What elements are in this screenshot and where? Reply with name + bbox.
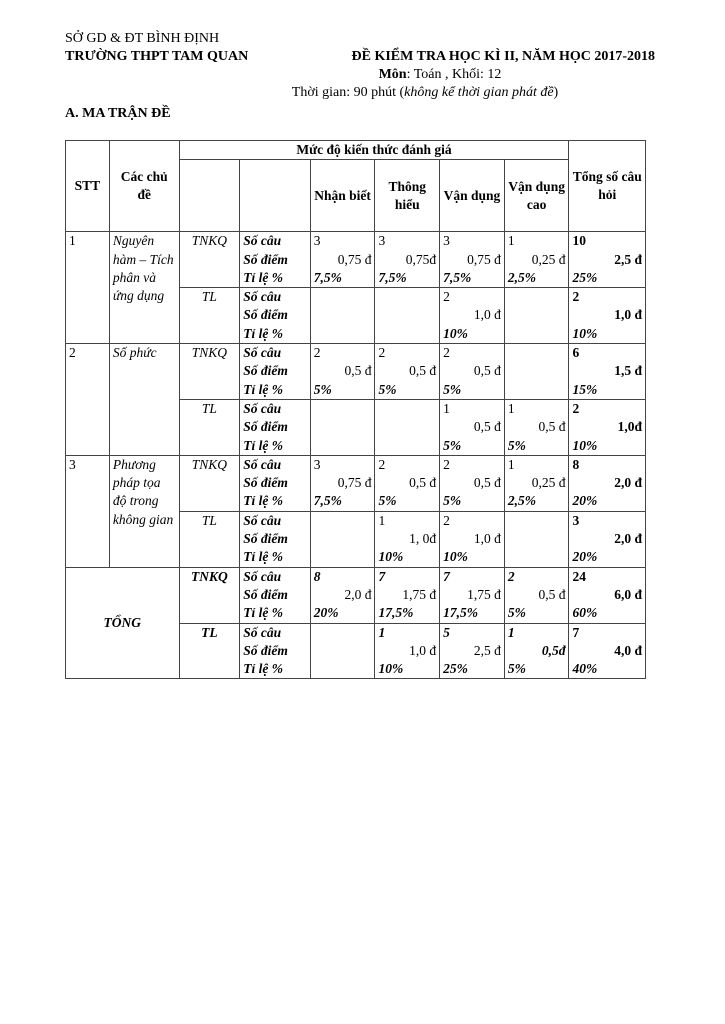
ratio-total: 40% — [572, 661, 598, 677]
label-text: Số điểm — [243, 475, 288, 491]
header-total: Tổng số câu hỏi — [569, 141, 646, 232]
type-cell: TL — [179, 511, 240, 567]
label-text: Tỉ lệ % — [243, 493, 284, 509]
level-cell — [310, 288, 375, 344]
level-cell — [440, 232, 505, 288]
count-total: 8 — [572, 456, 580, 472]
score-value: 1,0 đ — [409, 642, 437, 658]
ratio-total: 10% — [572, 437, 598, 453]
score-value: 0,75 đ — [467, 251, 501, 267]
score-value: 0,5 đ — [409, 475, 437, 491]
ratio-value: 17,5% — [443, 605, 479, 621]
score-value — [378, 306, 436, 324]
label-text: Số điểm — [243, 531, 288, 547]
ratio-value — [314, 660, 372, 678]
ratio-value — [314, 325, 372, 343]
document-header — [65, 30, 655, 102]
score-value — [378, 418, 436, 436]
level-cell — [310, 399, 375, 455]
department-name: SỞ GD & ĐT BÌNH ĐỊNH — [65, 31, 220, 46]
level-cell — [310, 623, 375, 679]
level-cell — [375, 511, 440, 567]
labels-cell — [240, 288, 310, 344]
ratio-value — [314, 548, 372, 566]
type-cell: TNKQ — [179, 455, 240, 511]
ratio-value: 7,5% — [313, 269, 342, 285]
table-row — [66, 344, 646, 400]
level-cell — [310, 567, 375, 623]
level-cell — [440, 511, 505, 567]
count-value: 8 — [313, 568, 321, 584]
count-value: 3 — [378, 233, 386, 249]
time-line: Thời gian: 90 phút (không kể thời gian phát đề) — [291, 85, 559, 100]
level-cell — [440, 567, 505, 623]
score-value: 0,75đ — [405, 251, 437, 267]
score-value: 1, 0đ — [409, 531, 437, 547]
level-cell — [310, 344, 375, 400]
labels-cell — [240, 232, 310, 288]
ratio-value: 10% — [378, 661, 404, 677]
ratio-total: 20% — [572, 493, 598, 509]
label-text: Tỉ lệ % — [243, 269, 284, 285]
count-value: 2 — [378, 345, 386, 361]
ratio-value: 10% — [443, 325, 468, 341]
label-text: Số điểm — [243, 307, 288, 323]
score-value — [314, 306, 372, 324]
label-text: Số câu — [243, 289, 282, 305]
count-total: 3 — [572, 512, 580, 528]
score-total: 1,0đ — [617, 419, 642, 435]
count-value — [378, 400, 436, 418]
exam-matrix-table — [65, 140, 646, 679]
count-value — [314, 624, 372, 642]
ratio-value: 5% — [507, 605, 526, 621]
count-value: 3 — [313, 456, 321, 472]
header-level-3: Vận dụng — [440, 160, 505, 232]
count-value: 2 — [443, 345, 450, 361]
total-cell — [569, 511, 646, 567]
count-total: 7 — [572, 624, 580, 640]
count-value: 3 — [313, 233, 321, 249]
type-cell: TNKQ — [179, 567, 240, 623]
stt-cell: 1 — [66, 232, 110, 344]
count-value: 2 — [507, 568, 515, 584]
topic-cell: Số phức — [109, 344, 179, 456]
ratio-value: 5% — [378, 493, 397, 509]
score-value — [314, 642, 372, 660]
count-value: 1 — [378, 624, 386, 640]
count-value: 3 — [443, 233, 450, 249]
labels-cell — [240, 623, 310, 679]
type-cell: TL — [179, 288, 240, 344]
label-text: Tỉ lệ % — [243, 661, 284, 677]
ratio-value — [508, 381, 566, 399]
type-cell: TNKQ — [179, 344, 240, 400]
header-level-2: Thông hiểu — [375, 160, 440, 232]
count-value — [508, 288, 566, 306]
score-value: 0,5 đ — [473, 475, 501, 491]
score-value — [508, 530, 566, 548]
ratio-value — [378, 325, 436, 343]
topic-cell: Nguyên hàm – Tích phân và ứng dụng — [109, 232, 179, 344]
score-total: 1,5 đ — [614, 363, 642, 379]
label-text: Số câu — [243, 624, 282, 640]
school-name: TRƯỜNG THPT TAM QUAN — [65, 49, 249, 64]
level-cell — [504, 511, 569, 567]
table-row — [66, 567, 646, 623]
score-value: 0,5 đ — [538, 419, 566, 435]
label-text: Tỉ lệ % — [243, 605, 284, 621]
score-total: 2,0 đ — [614, 475, 642, 491]
total-cell — [569, 232, 646, 288]
header-topic: Các chủ đề — [109, 141, 179, 232]
score-value — [314, 530, 372, 548]
ratio-value: 17,5% — [378, 605, 414, 621]
score-value: 0,5 đ — [473, 419, 501, 435]
total-cell — [569, 399, 646, 455]
type-cell: TL — [179, 399, 240, 455]
level-cell — [440, 455, 505, 511]
count-value: 2 — [313, 345, 321, 361]
count-value: 2 — [443, 456, 450, 472]
count-value — [314, 512, 372, 530]
ratio-value: 7,5% — [378, 269, 407, 285]
score-total: 4,0 đ — [614, 642, 642, 658]
labels-cell — [240, 344, 310, 400]
label-text: Số điểm — [243, 251, 288, 267]
score-value: 0,5 đ — [538, 586, 566, 602]
score-value: 0,5 đ — [409, 363, 437, 379]
ratio-value: 5% — [313, 381, 332, 397]
label-text: Số câu — [243, 345, 282, 361]
ratio-value: 5% — [507, 437, 526, 453]
topic-cell: Phương pháp tọa độ trong không gian — [109, 455, 179, 567]
labels-cell — [240, 399, 310, 455]
count-value: 1 — [507, 233, 515, 249]
level-cell — [504, 455, 569, 511]
total-label-cell: TỔNG — [66, 567, 180, 679]
count-value: 2 — [443, 512, 450, 528]
ratio-value: 20% — [313, 605, 339, 621]
count-value — [314, 288, 372, 306]
count-value: 1 — [378, 512, 386, 528]
level-cell — [440, 344, 505, 400]
score-value: 2,5 đ — [473, 642, 501, 658]
score-total: 1,0 đ — [614, 307, 642, 323]
ratio-value: 25% — [443, 661, 468, 677]
matrix-body — [66, 232, 646, 679]
type-cell: TNKQ — [179, 232, 240, 288]
score-value: 0,25 đ — [531, 251, 566, 267]
label-text: Số câu — [243, 456, 282, 472]
score-value: 1,75 đ — [402, 586, 437, 602]
score-value: 0,5đ — [541, 642, 566, 658]
ratio-value: 5% — [507, 661, 526, 677]
ratio-total: 10% — [572, 325, 598, 341]
score-value: 1,0 đ — [473, 307, 501, 323]
level-cell — [310, 232, 375, 288]
ratio-value — [508, 548, 566, 566]
score-value — [508, 362, 566, 380]
score-value: 1,0 đ — [473, 531, 501, 547]
score-value: 0,75 đ — [337, 475, 372, 491]
ratio-value: 2,5% — [507, 493, 536, 509]
score-value: 1,75 đ — [467, 586, 501, 602]
ratio-total: 20% — [572, 549, 598, 565]
label-text: Tỉ lệ % — [243, 381, 284, 397]
label-text: Số điểm — [243, 642, 288, 658]
header-level-group: Mức độ kiến thức đánh giá — [179, 141, 569, 160]
level-cell — [375, 567, 440, 623]
total-cell — [569, 344, 646, 400]
label-text: Số câu — [243, 400, 282, 416]
label-text: Số điểm — [243, 586, 288, 602]
ratio-value: 5% — [378, 381, 397, 397]
ratio-value — [508, 325, 566, 343]
ratio-total: 15% — [572, 381, 598, 397]
level-cell — [375, 399, 440, 455]
count-value: 1 — [507, 400, 515, 416]
ratio-value: 5% — [443, 437, 462, 453]
count-value: 1 — [507, 456, 515, 472]
score-value — [508, 306, 566, 324]
score-total: 2,5 đ — [614, 251, 642, 267]
labels-cell — [240, 455, 310, 511]
level-cell — [375, 232, 440, 288]
score-value: 0,25 đ — [531, 475, 566, 491]
label-text: Tỉ lệ % — [243, 325, 284, 341]
table-row — [66, 232, 646, 288]
count-value: 7 — [443, 568, 450, 584]
count-total: 6 — [572, 345, 580, 361]
labels-cell — [240, 511, 310, 567]
count-value: 1 — [507, 624, 515, 640]
level-cell — [375, 455, 440, 511]
count-total: 10 — [572, 233, 586, 249]
score-total: 2,0 đ — [614, 531, 642, 547]
count-value — [508, 512, 566, 530]
level-cell — [375, 288, 440, 344]
total-cell — [569, 288, 646, 344]
label-text: Số câu — [243, 568, 282, 584]
level-cell — [375, 623, 440, 679]
score-value: 0,5 đ — [344, 363, 372, 379]
level-cell — [504, 399, 569, 455]
stt-cell: 2 — [66, 344, 110, 456]
count-value: 2 — [378, 456, 386, 472]
label-text: Số câu — [243, 512, 282, 528]
count-total: 2 — [572, 289, 580, 305]
count-value — [508, 344, 566, 362]
ratio-value: 10% — [378, 549, 404, 565]
score-value: 0,75 đ — [337, 251, 372, 267]
count-value — [378, 288, 436, 306]
label-text: Tỉ lệ % — [243, 437, 284, 453]
count-total: 24 — [572, 568, 586, 584]
count-total: 2 — [572, 400, 580, 416]
level-cell — [310, 511, 375, 567]
subject-line: Môn: Toán , Khối: 12 — [378, 67, 502, 82]
total-cell — [569, 455, 646, 511]
count-value: 5 — [443, 624, 450, 640]
score-value — [314, 418, 372, 436]
total-cell — [569, 623, 646, 679]
type-cell: TL — [179, 623, 240, 679]
score-value: 2,0 đ — [344, 586, 372, 602]
labels-cell — [240, 567, 310, 623]
ratio-value — [378, 437, 436, 455]
ratio-value: 10% — [443, 549, 468, 565]
level-cell — [504, 623, 569, 679]
ratio-value: 7,5% — [313, 493, 342, 509]
count-value — [314, 400, 372, 418]
level-cell — [504, 344, 569, 400]
table-row — [66, 455, 646, 511]
level-cell — [310, 455, 375, 511]
total-cell — [569, 567, 646, 623]
level-cell — [504, 288, 569, 344]
header-stt: STT — [66, 141, 110, 232]
ratio-value: 5% — [443, 493, 462, 509]
stt-cell: 3 — [66, 455, 110, 567]
score-value: 0,5 đ — [473, 363, 501, 379]
level-cell — [440, 288, 505, 344]
header-level-1: Nhận biết — [310, 160, 375, 232]
ratio-value: 2,5% — [507, 269, 536, 285]
count-value: 7 — [378, 568, 386, 584]
score-total: 6,0 đ — [614, 586, 642, 602]
header-level-4: Vận dụng cao — [504, 160, 569, 232]
label-text: Số câu — [243, 233, 282, 249]
ratio-value: 5% — [443, 381, 462, 397]
ratio-total: 25% — [572, 269, 598, 285]
level-cell — [504, 232, 569, 288]
label-text: Số điểm — [243, 419, 288, 435]
exam-title: ĐỀ KIỂM TRA HỌC KÌ II, NĂM HỌC 2017-2018 — [351, 49, 655, 64]
ratio-value — [314, 437, 372, 455]
level-cell — [440, 399, 505, 455]
label-text: Số điểm — [243, 363, 288, 379]
count-value: 2 — [443, 289, 450, 305]
section-title: A. MA TRẬN ĐỀ — [65, 106, 171, 121]
ratio-value: 7,5% — [443, 269, 472, 285]
level-cell — [504, 567, 569, 623]
count-value: 1 — [443, 400, 450, 416]
level-cell — [375, 344, 440, 400]
level-cell — [440, 623, 505, 679]
ratio-total: 60% — [572, 605, 598, 621]
label-text: Tỉ lệ % — [243, 549, 284, 565]
